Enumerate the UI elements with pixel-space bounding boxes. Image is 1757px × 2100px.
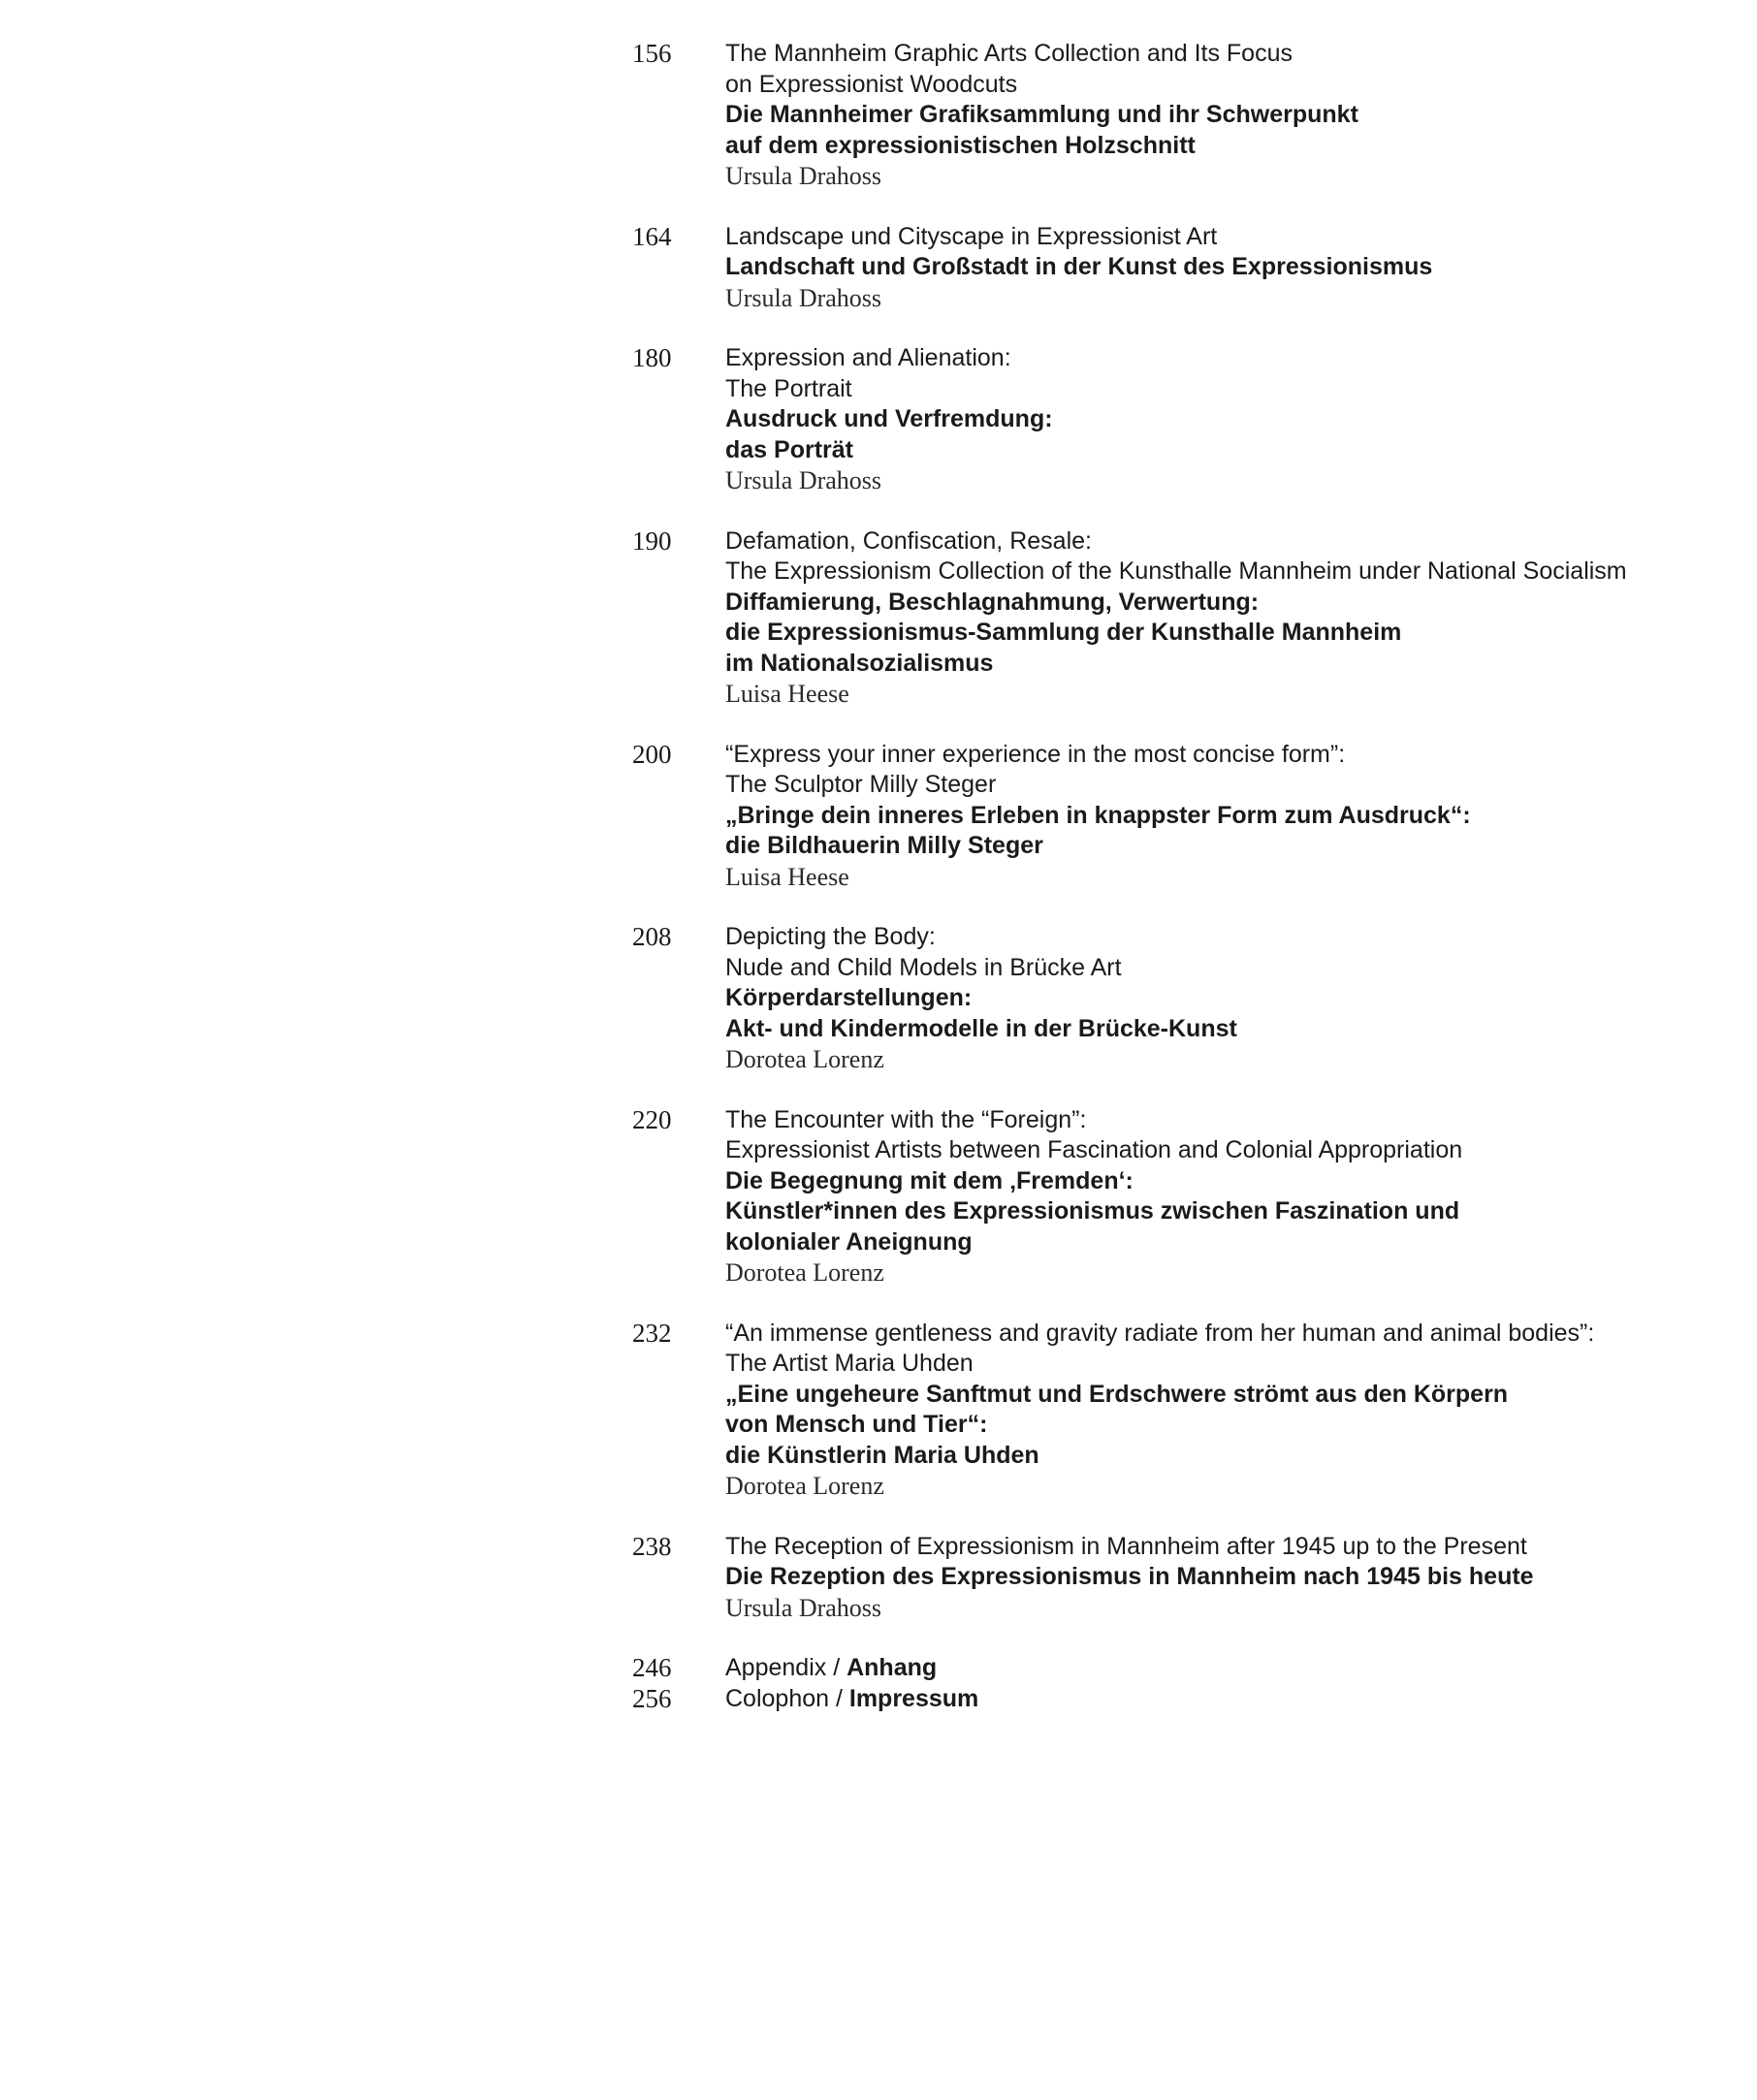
toc-title-english: “An immense gentleness and gravity radiate from her human and animal bodies”: (725, 1319, 1595, 1347)
toc-title-german: auf dem expressionistischen Holzschnitt (725, 131, 1196, 159)
toc-title-german: Die Begegnung mit dem ‚Fremden‘: (725, 1166, 1134, 1194)
toc-entry-content (725, 39, 1747, 192)
toc-title-german: Künstler*innen des Expressionismus zwischen Faszination und (725, 1197, 1460, 1225)
toc-entry-appendix (632, 1653, 1747, 1684)
toc-page-number: 156 (632, 39, 672, 68)
toc-title-english: Nude and Child Models in Brücke Art (725, 953, 1122, 981)
toc-title-english: The Artist Maria Uhden (725, 1350, 974, 1377)
toc-title-line (725, 1653, 1747, 1684)
toc-title-german: „Eine ungeheure Sanftmut und Erdschwere strömt aus den Körpern (725, 1380, 1509, 1408)
toc-entry-content (725, 1653, 1747, 1684)
toc-author: Luisa Heese (725, 862, 849, 891)
toc-title-english: The Expressionism Collection of the Kunsthalle Mannheim under National Socialism (725, 557, 1627, 585)
toc-page-number: 256 (632, 1683, 672, 1713)
toc-title-german: Impressum (848, 1684, 979, 1712)
toc-entry-content (725, 1532, 1747, 1624)
toc-title-german: das Porträt (725, 435, 853, 463)
toc-title-english: Appendix / (725, 1654, 847, 1681)
toc-author: Dorotea Lorenz (725, 1258, 884, 1287)
toc-title-german: die Bildhauerin Milly Steger (725, 832, 1043, 859)
toc-page-number: 180 (632, 343, 672, 372)
toc-author: Dorotea Lorenz (725, 1472, 884, 1500)
toc-page-number: 190 (632, 525, 672, 556)
toc-entry-content (725, 740, 1747, 893)
toc-title-english: Defamation, Confiscation, Resale: (725, 526, 1092, 555)
toc-title-english: Landscape und Cityscape in Expressionist Art (725, 222, 1218, 250)
toc-entry (632, 222, 1747, 314)
toc-title-english: The Sculptor Milly Steger (725, 771, 997, 798)
toc-title-german: Anhang (847, 1654, 938, 1681)
toc-title-english: Colophon / (725, 1684, 849, 1712)
toc-page-number: 208 (632, 922, 672, 951)
toc-author: Dorotea Lorenz (725, 1045, 884, 1073)
toc-title-german: Körperdarstellungen: (725, 984, 973, 1011)
toc-title-german: Diffamierung, Beschlagnahmung, Verwertung: (725, 588, 1260, 616)
toc-title-english: Expression and Alienation: (725, 344, 1011, 371)
toc-entry (632, 1319, 1747, 1502)
toc-entry (632, 1105, 1747, 1289)
toc-title-english: Depicting the Body: (725, 923, 936, 950)
toc-page-number: 232 (632, 1318, 672, 1348)
toc-entry (632, 1532, 1747, 1624)
toc-entry (632, 526, 1747, 710)
toc-title-english: Expressionist Artists between Fascination and Colonial Appropriation (725, 1136, 1463, 1163)
toc-author: Ursula Drahoss (725, 1593, 882, 1622)
toc-title-english: The Mannheim Graphic Arts Collection and Its Focus (725, 40, 1293, 67)
toc-title-german: Akt- und Kindermodelle in der Brücke-Kunst (725, 1014, 1237, 1042)
toc-title-english: “Express your inner experience in the most concise form”: (725, 740, 1346, 768)
toc-title-german: Die Mannheimer Grafiksammlung und ihr Schwerpunkt (725, 101, 1358, 128)
toc-page-number: 200 (632, 739, 672, 769)
toc-title-line (725, 1684, 1747, 1715)
toc-entry (632, 922, 1747, 1075)
toc-entry-content (725, 1319, 1747, 1502)
table-of-contents (632, 39, 1747, 1714)
toc-entry (632, 740, 1747, 893)
toc-title-german: „Bringe dein inneres Erleben in knappster Form zum Ausdruck“: (725, 801, 1471, 829)
toc-entry-content (725, 343, 1747, 496)
toc-page-number: 246 (632, 1653, 672, 1682)
toc-entry-content (725, 526, 1747, 710)
toc-title-german: die Künstlerin Maria Uhden (725, 1441, 1039, 1469)
toc-title-german: Landschaft und Großstadt in der Kunst des Expressionismus (725, 253, 1433, 280)
toc-author: Luisa Heese (725, 680, 849, 708)
toc-page-number: 220 (632, 1104, 672, 1134)
toc-title-english: on Expressionist Woodcuts (725, 70, 1018, 98)
toc-title-english: The Reception of Expressionism in Mannheim after 1945 up to the Present (725, 1532, 1527, 1560)
toc-page-number: 238 (632, 1531, 672, 1561)
toc-title-german: Ausdruck und Verfremdung: (725, 405, 1053, 432)
toc-entry-content (725, 222, 1747, 314)
toc-title-german: von Mensch und Tier“: (725, 1411, 988, 1438)
toc-entry-content (725, 1684, 1747, 1715)
toc-title-english: The Portrait (725, 374, 852, 402)
toc-entry-content (725, 1105, 1747, 1289)
toc-page-number: 164 (632, 221, 672, 251)
toc-entry-colophon (632, 1684, 1747, 1715)
toc-title-german: kolonialer Aneignung (725, 1227, 973, 1256)
toc-title-german: im Nationalsozialismus (725, 649, 994, 677)
toc-author: Ursula Drahoss (725, 283, 882, 312)
toc-entry-content (725, 922, 1747, 1075)
toc-title-german: die Expressionismus-Sammlung der Kunsthalle Mannheim (725, 619, 1402, 646)
toc-author: Ursula Drahoss (725, 466, 882, 494)
toc-title-german: Die Rezeption des Expressionismus in Mannheim nach 1945 bis heute (725, 1563, 1534, 1590)
toc-entry (632, 343, 1747, 496)
toc-title-english: The Encounter with the “Foreign”: (725, 1105, 1087, 1133)
toc-entry (632, 39, 1747, 192)
toc-author: Ursula Drahoss (725, 162, 882, 190)
